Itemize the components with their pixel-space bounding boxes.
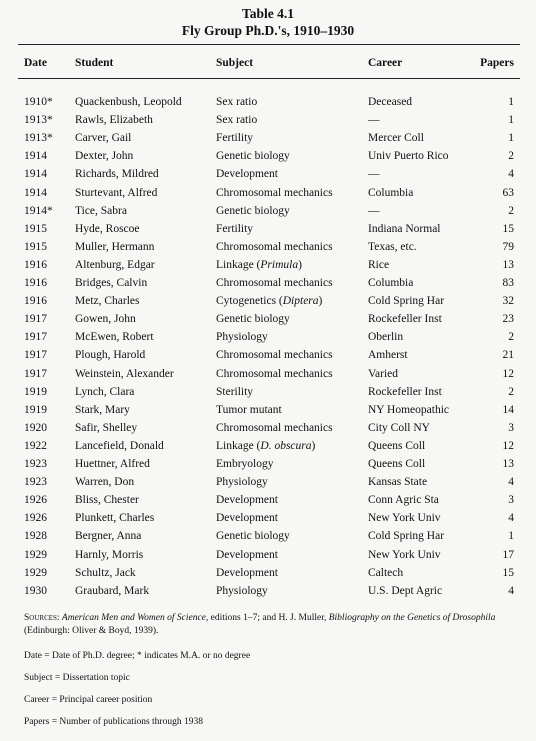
row-student: Hyde, Roscoe xyxy=(75,222,140,235)
header-papers: Papers xyxy=(480,57,514,69)
row-papers: 14 xyxy=(502,403,514,416)
row-career: Texas, etc. xyxy=(368,240,417,253)
table-row xyxy=(0,238,536,256)
row-papers: 1 xyxy=(508,132,514,145)
row-subject: Chromosomal mechanics xyxy=(216,186,333,199)
row-papers: 12 xyxy=(502,367,514,380)
row-career: Rice xyxy=(368,258,390,271)
table-row xyxy=(0,328,536,346)
row-student: Quackenbush, Leopold xyxy=(75,96,182,108)
row-subject: Genetic biology xyxy=(216,204,290,217)
row-date: 1914 xyxy=(24,150,47,163)
row-subject: Physiology xyxy=(216,331,268,344)
row-career: U.S. Dept Agric xyxy=(368,584,443,597)
row-student: Safir, Shelley xyxy=(75,421,138,434)
table-row xyxy=(0,165,536,183)
row-subject: Development xyxy=(216,168,278,181)
row-date: 1920 xyxy=(24,421,47,434)
row-papers: 32 xyxy=(502,295,514,308)
row-date: 1916 xyxy=(24,277,47,289)
row-date: 1916 xyxy=(24,295,47,308)
career-note: Career = Principal career position xyxy=(24,695,153,705)
table-row xyxy=(0,491,536,509)
table-row xyxy=(0,455,536,473)
row-papers: 15 xyxy=(502,566,514,579)
row-subject: Sex ratio xyxy=(216,96,258,108)
row-subject: Development xyxy=(216,566,278,579)
table-row xyxy=(0,419,536,437)
row-papers: 17 xyxy=(502,548,514,561)
row-papers: 2 xyxy=(508,150,514,163)
row-subject: Sterility xyxy=(216,385,254,398)
table-row xyxy=(0,546,536,564)
row-date: 1929 xyxy=(24,548,47,561)
row-date: 1917 xyxy=(24,367,47,380)
row-papers: 4 xyxy=(508,512,514,525)
row-subject: Chromosomal mechanics xyxy=(216,240,333,253)
sources-ref-2: Bibliography on the Genetics of Drosophila xyxy=(328,613,496,623)
table-row xyxy=(0,93,536,111)
row-subject: Development xyxy=(216,494,278,507)
row-papers: 4 xyxy=(508,476,514,489)
row-student: Plough, Harold xyxy=(75,349,146,362)
row-subject: Linkage (D. obscura) xyxy=(216,439,316,452)
row-career: Caltech xyxy=(368,566,404,579)
row-date: 1914* xyxy=(24,204,53,217)
row-subject: Chromosomal mechanics xyxy=(216,349,333,362)
row-student: Bergner, Anna xyxy=(75,530,142,543)
table-row xyxy=(0,564,536,582)
date-note: Date = Date of Ph.D. degree; * indicates M.A. or no degree xyxy=(24,651,251,661)
table-row xyxy=(0,147,536,165)
row-subject: Tumor mutant xyxy=(216,403,282,416)
row-student: McEwen, Robert xyxy=(75,331,154,344)
row-subject: Genetic biology xyxy=(216,313,290,326)
row-papers: 4 xyxy=(508,584,514,597)
header-student: Student xyxy=(75,57,114,69)
row-papers: 2 xyxy=(508,385,514,398)
row-subject: Chromosomal mechanics xyxy=(216,277,333,289)
table-row xyxy=(0,256,536,274)
row-subject: Fertility xyxy=(216,222,254,235)
row-student: Graubard, Mark xyxy=(75,584,150,597)
row-date: 1917 xyxy=(24,331,47,344)
row-date: 1915 xyxy=(24,222,47,235)
row-student: Plunkett, Charles xyxy=(75,512,155,525)
row-date: 1926 xyxy=(24,494,47,507)
row-date: 1913* xyxy=(24,114,53,127)
row-career: Conn Agric Sta xyxy=(368,494,439,507)
row-subject: Physiology xyxy=(216,476,268,489)
row-papers: 79 xyxy=(502,240,514,253)
row-career: Kansas State xyxy=(368,476,428,489)
row-date: 1914 xyxy=(24,186,47,199)
row-career: Columbia xyxy=(368,277,414,289)
row-date: 1928 xyxy=(24,530,47,543)
header-subject: Subject xyxy=(216,57,254,69)
top-rule xyxy=(18,44,520,45)
row-student: Muller, Hermann xyxy=(75,240,155,253)
table-row xyxy=(0,437,536,455)
row-date: 1917 xyxy=(24,313,47,326)
row-student: Altenburg, Edgar xyxy=(75,258,155,271)
row-subject: Fertility xyxy=(216,132,254,145)
row-career: Amherst xyxy=(368,349,408,362)
row-papers: 23 xyxy=(502,313,514,326)
table-row xyxy=(0,220,536,238)
row-career: — xyxy=(368,114,380,127)
row-date: 1917 xyxy=(24,349,47,362)
row-career: Queens Coll xyxy=(368,439,426,452)
row-date: 1930 xyxy=(24,584,47,597)
row-career: — xyxy=(368,168,380,181)
row-papers: 15 xyxy=(502,222,514,235)
row-career: — xyxy=(368,204,380,217)
row-career: New York Univ xyxy=(368,512,441,525)
row-date: 1926 xyxy=(24,512,47,525)
row-papers: 13 xyxy=(502,258,514,271)
row-papers: 3 xyxy=(508,421,514,434)
row-papers: 13 xyxy=(502,458,514,470)
row-subject: Genetic biology xyxy=(216,150,290,163)
row-career: Varied xyxy=(368,367,399,380)
row-student: Carver, Gail xyxy=(75,132,132,145)
row-papers: 1 xyxy=(508,114,514,127)
table-row xyxy=(0,365,536,383)
table-row xyxy=(0,346,536,364)
row-career: Columbia xyxy=(368,186,414,199)
row-papers: 3 xyxy=(508,494,514,507)
row-career: NY Homeopathic xyxy=(368,403,450,416)
table-row xyxy=(0,473,536,491)
row-student: Bridges, Calvin xyxy=(75,277,148,289)
row-subject: Genetic biology xyxy=(216,530,290,543)
row-student: Tice, Sabra xyxy=(75,204,127,217)
row-date: 1914 xyxy=(24,168,47,181)
header-date: Date xyxy=(24,57,47,69)
table-row xyxy=(0,383,536,401)
row-student: Richards, Mildred xyxy=(75,168,159,181)
row-career: Queens Coll xyxy=(368,458,426,470)
row-student: Metz, Charles xyxy=(75,295,140,308)
table-number: Table 4.1 xyxy=(241,6,295,21)
row-papers: 2 xyxy=(508,331,514,344)
row-student: Stark, Mary xyxy=(75,403,130,416)
row-subject: Sex ratio xyxy=(216,114,258,127)
table-row xyxy=(0,292,536,310)
row-student: Rawls, Elizabeth xyxy=(75,114,153,127)
row-papers: 21 xyxy=(502,349,514,362)
row-subject: Physiology xyxy=(216,584,268,597)
row-career: Oberlin xyxy=(368,331,404,344)
subject-note: Subject = Dissertation topic xyxy=(24,673,130,683)
header-career: Career xyxy=(368,57,403,69)
row-career: Indiana Normal xyxy=(368,222,441,235)
row-subject: Development xyxy=(216,512,278,525)
row-date: 1923 xyxy=(24,458,47,470)
row-career: Mercer Coll xyxy=(368,132,424,145)
row-date: 1929 xyxy=(24,566,47,579)
row-subject: Chromosomal mechanics xyxy=(216,421,333,434)
row-subject: Embryology xyxy=(216,458,274,470)
row-papers: 63 xyxy=(502,186,514,199)
row-student: Lynch, Clara xyxy=(75,385,135,398)
sources-note xyxy=(24,612,524,638)
row-career: Rockefeller Inst xyxy=(368,385,442,398)
row-student: Lancefield, Donald xyxy=(75,439,164,452)
sources-text-2: (Edinburgh: Oliver & Boyd, 1939). xyxy=(24,626,159,636)
header-rule xyxy=(18,78,520,79)
row-papers: 1 xyxy=(508,530,514,543)
row-papers: 1 xyxy=(508,96,514,108)
sources-text-1: editions 1–7; and H. J. Muller, xyxy=(210,613,327,623)
row-papers: 2 xyxy=(508,204,514,217)
row-date: 1913* xyxy=(24,132,53,145)
row-career: Cold Spring Har xyxy=(368,530,445,543)
row-student: Schultz, Jack xyxy=(75,566,136,579)
sources-ref-1: American Men and Women of Science, xyxy=(61,613,209,623)
row-date: 1923 xyxy=(24,476,47,489)
table-row xyxy=(0,274,536,292)
row-date: 1916 xyxy=(24,258,47,271)
row-career: City Coll NY xyxy=(368,421,430,434)
row-student: Sturtevant, Alfred xyxy=(75,186,158,199)
row-career: Univ Puerto Rico xyxy=(368,150,449,163)
table-row xyxy=(0,509,536,527)
table-row xyxy=(0,111,536,129)
row-career: Rockefeller Inst xyxy=(368,313,442,326)
row-student: Dexter, John xyxy=(75,150,134,163)
row-date: 1922 xyxy=(24,439,47,452)
row-career: Cold Spring Har xyxy=(368,295,445,308)
sources-label: Sources: xyxy=(24,613,60,623)
row-subject: Cytogenetics (Diptera) xyxy=(216,295,323,308)
row-date: 1915 xyxy=(24,240,47,253)
table-row xyxy=(0,527,536,545)
table-row xyxy=(0,129,536,147)
row-student: Weinstein, Alexander xyxy=(75,367,174,380)
table-title: Fly Group Ph.D.'s, 1910–1930 xyxy=(181,23,355,38)
row-papers: 12 xyxy=(502,439,514,452)
row-subject: Development xyxy=(216,548,278,561)
row-papers: 4 xyxy=(508,168,514,181)
table-row xyxy=(0,202,536,220)
row-career: New York Univ xyxy=(368,548,441,561)
row-student: Warren, Don xyxy=(75,476,135,489)
table-row xyxy=(0,184,536,202)
table-row xyxy=(0,582,536,600)
row-student: Harnly, Morris xyxy=(75,548,144,561)
row-career: Deceased xyxy=(368,96,413,108)
row-student: Huettner, Alfred xyxy=(75,458,150,470)
row-date: 1919 xyxy=(24,403,47,416)
row-student: Gowen, John xyxy=(75,313,136,326)
row-subject: Linkage (Primula) xyxy=(216,258,302,271)
table-row xyxy=(0,401,536,419)
papers-note: Papers = Number of publications through 1938 xyxy=(24,717,203,727)
row-student: Bliss, Chester xyxy=(75,494,139,507)
row-subject: Chromosomal mechanics xyxy=(216,367,333,380)
table-row xyxy=(0,310,536,328)
row-papers: 83 xyxy=(502,277,514,289)
row-date: 1919 xyxy=(24,385,47,398)
row-date: 1910* xyxy=(24,96,53,108)
